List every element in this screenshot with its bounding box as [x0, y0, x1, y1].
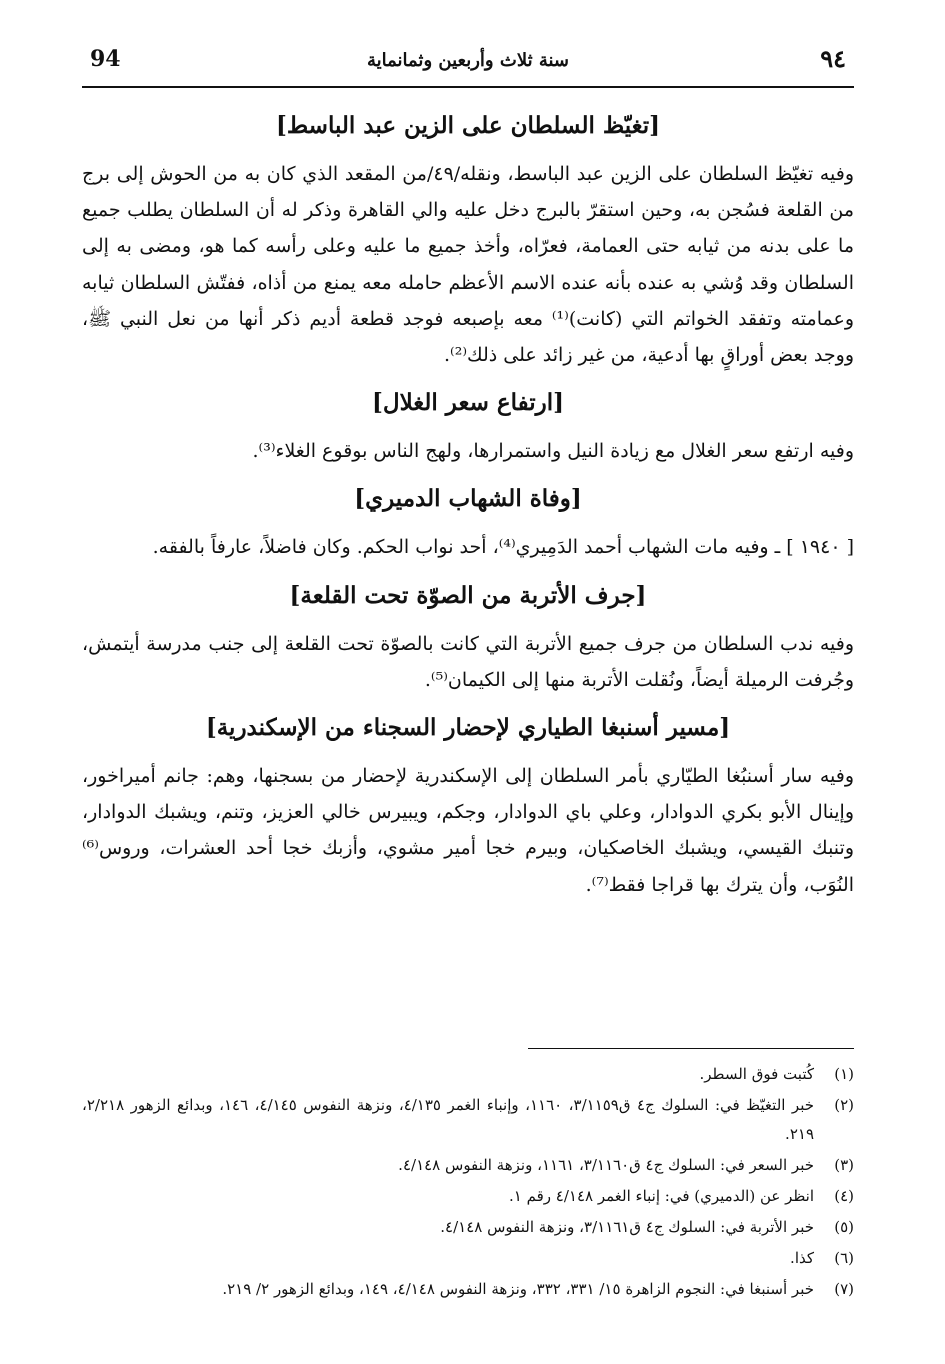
section-heading: [تغيّظ السلطان على الزين عبد الباسط] [275, 112, 661, 139]
footnote [82, 1182, 854, 1211]
footnote [82, 1060, 854, 1089]
section-heading: [وفاة الشهاب الدميري] [354, 485, 582, 513]
footnote-text: خبر التغيّظ في: السلوك ج٤ ق٣/١١٥٩، ١١٦٠، وإنباء الغمر ٤/١٣٥، ونزهة النفوس ٤/١٤٥، ١٤٦، وبدائع الزهور ٢/٢١٨، ٢١٩. [82, 1096, 815, 1143]
section-heading: [ارتفاع سعر الغلال] [371, 389, 565, 417]
footnote [82, 1275, 854, 1304]
footnotes [82, 1060, 854, 1306]
paragraph: [ ١٩٤٠ ] ـ وفيه مات الشهاب أحمد الدَمِيري⁽⁴⁾، أحد نواب الحكم. وكان فاضلاً، عارفاً بالفقه. [152, 536, 854, 559]
footnote-rule [528, 1048, 854, 1049]
section [82, 104, 854, 373]
footnote-number: (١) [834, 1065, 854, 1083]
footnote-text: خبر الأتربة في: السلوك ج٤ ق٣/١١٦١، ونزهة النفوس ٤/١٤٨. [440, 1218, 814, 1236]
footnote-text: كذا. [790, 1249, 814, 1267]
section [82, 477, 854, 565]
paragraph: وفيه سار أسنبُغا الطيّاري بأمر السلطان إلى الإسكندرية لإحضار من بسجنها، وهم: جانم أميراخور، وإينال الأبو بكري الدوادار، وعلي باي الدوادار، وجكم، ويبيرس خالي العزيز، وتنم، ويشبك الدوادار، وتنبك القيسي، ويشبك الخاصكيان، وبيرم خجا أمير مشوي، وأزبك خجا أحد العشرات، وروس⁽⁶⁾ النُوَب، وأن يترك بها قراجا فقط⁽⁷⁾. [82, 765, 854, 896]
header-rule [82, 86, 854, 88]
section [82, 574, 854, 698]
paragraph: وفيه ارتفع سعر الغلال مع زيادة النيل واستمرارها، ولهج الناس بوقوع الغلاء⁽³⁾. [252, 440, 854, 463]
footnote-text: كُتبت فوق السطر. [699, 1065, 814, 1083]
paragraph: وفيه ندب السلطان من جرف جميع الأتربة التي كانت بالصوّة تحت القلعة إلى جنب مدرسة أيتمش، وجُرفت الرميلة أيضاً، ونُقلت الأتربة منها إلى الكيمان⁽⁵⁾. [82, 632, 854, 691]
section-heading: [جرف الأتربة من الصوّة تحت القلعة] [289, 581, 647, 609]
footnote [82, 1151, 854, 1180]
footnote [82, 1244, 854, 1273]
footnote [82, 1213, 854, 1242]
running-title: سنة ثلاث وأربعين وثمانماية [366, 50, 570, 71]
footnote-number: (٦) [834, 1249, 854, 1267]
section [82, 381, 854, 469]
section [82, 706, 854, 903]
footnote-number: (٤) [834, 1187, 854, 1205]
page-number-arabic: ٩٤ [820, 44, 846, 73]
footnote-number: (٣) [834, 1156, 854, 1174]
paragraph: وفيه تغيّظ السلطان على الزين عبد الباسط، ونقله/٤٩/من المقعد الذي كان به من الحوش إلى برج من القلعة فسُجن به، وحين استقرّ بالبرج دخل عليه والي القاهرة وذكر له أن السلطان يطلب جميع ما على بدنه من ثيابه حتى العمامة، فعرّاه، وأخذ جميع ما عليه وعلى رأسه كما هو، ومضى به إلى السلطان وقد وُشي به عنده بأنه عنده الاسم الأعظم حامله معه يمنع من أذاه، ففتّش السلطان ثيابه وعمامته وتفقد الخواتم التي (كانت)⁽¹⁾ معه بإصبعه فوجد قطعة أديم ذكر أنها من نعل النبي ﷺ، ووجد بعض أوراقٍ بها أدعية، من غير زائد على ذلك⁽²⁾. [82, 163, 855, 367]
footnote-text: خبر أسنبغا في: النجوم الزاهرة ١٥/ ٣٣١، ٣٣٢، ونزهة النفوس ٤/١٤٨، ١٤٩، وبدائع الزهور ٢/ ٢١٩. [222, 1280, 814, 1298]
page-number-latin: 94 [90, 46, 121, 72]
running-header [82, 40, 854, 90]
main-text [82, 100, 854, 911]
footnote-text: خبر السعر في: السلوك ج٤ ق٣/١١٦٠، ١١٦١، ونزهة النفوس ٤/١٤٨. [398, 1156, 814, 1174]
footnote-number: (٧) [834, 1280, 854, 1298]
section-heading: [مسير أسنبغا الطياري لإحضار السجناء من الإسكندرية] [205, 714, 731, 742]
footnote [82, 1091, 854, 1149]
footnote-number: (٢) [834, 1096, 854, 1114]
footnote-text: انظر عن (الدميري) في: إنباء الغمر ٤/١٤٨ رقم ١. [509, 1187, 814, 1205]
footnote-number: (٥) [834, 1218, 854, 1236]
